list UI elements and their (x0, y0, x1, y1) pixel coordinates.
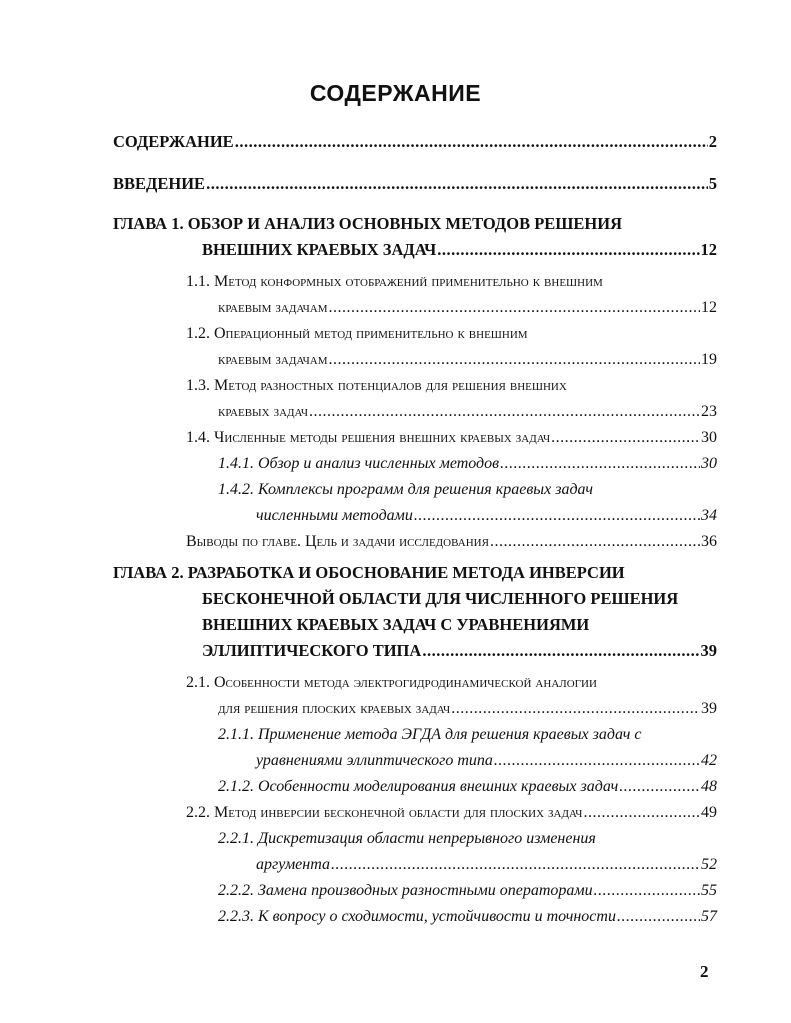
toc-section-1-2-line1[interactable]: 1.2. Операционный метод применительно к внешним (186, 325, 528, 342)
toc-page-number: 5 (708, 174, 717, 193)
toc-page-number: 12 (700, 240, 717, 259)
toc-heading: СОДЕРЖАНИЕ (309, 80, 482, 106)
toc-entry-subsection-2-1-1[interactable] (256, 752, 717, 770)
toc-subsection-2-1-1-line1[interactable]: 2.1.1. Применение метода ЭГДА для решения краевых задач с (218, 726, 642, 743)
toc-leader (329, 351, 700, 369)
toc-subsection-1-4-2-line1[interactable]: 1.4.2. Комплексы программ для решения краевых задач (218, 481, 593, 498)
toc-entry-title: 1.4.1. Обзор и анализ численных методов (218, 455, 500, 472)
toc-entry-title: ВНЕШНИХ КРАЕВЫХ ЗАДАЧ (202, 240, 437, 259)
toc-entry-title: численными методами (256, 507, 413, 524)
toc-entry-title: аргумента (256, 856, 330, 873)
toc-page-number: 2 (708, 132, 717, 151)
toc-leader (617, 908, 700, 926)
toc-entry-section-1-1[interactable] (218, 299, 717, 317)
toc-entry-title: 2.2.3. К вопросу о сходимости, устойчивости и точности (218, 908, 616, 925)
toc-leader (414, 507, 700, 525)
toc-page-number: 30 (701, 455, 717, 472)
toc-page-number: 39 (701, 700, 717, 717)
toc-leader (309, 403, 700, 421)
toc-entry-subsection-2-2-3[interactable] (218, 908, 717, 926)
toc-entry-introduction[interactable] (113, 174, 717, 194)
toc-entry-title: 1.4. Численные методы решения внешних краевых задач (186, 429, 551, 446)
toc-leader (451, 700, 700, 718)
toc-entry-title: 2.1.2. Особенности моделирования внешних краевых задач (218, 778, 619, 795)
toc-leader (437, 240, 699, 260)
toc-page-number: 23 (701, 403, 717, 420)
toc-page-number: 19 (701, 351, 717, 368)
toc-chapter-1-line1[interactable]: ГЛАВА 1. ОБЗОР И АНАЛИЗ ОСНОВНЫХ МЕТОДОВ РЕШЕНИЯ (113, 214, 622, 233)
toc-page-number: 48 (701, 778, 717, 795)
toc-entry-subsection-1-4-1[interactable] (218, 455, 717, 473)
toc-chapter-2-line3[interactable]: ВНЕШНИХ КРАЕВЫХ ЗАДАЧ С УРАВНЕНИЯМИ (202, 615, 590, 634)
toc-entry-section-2-1[interactable] (218, 700, 717, 718)
toc-leader (235, 132, 708, 152)
toc-section-1-1-line1[interactable]: 1.1. Метод конформных отображений применительно к внешним (186, 273, 603, 290)
toc-entry-title: краевых задач (218, 403, 308, 420)
toc-section-2-1-line1[interactable]: 2.1. Особенности метода электрогидродинамической аналогии (186, 674, 597, 691)
toc-entry-title: СОДЕРЖАНИЕ (113, 132, 234, 151)
toc-entry-title: ВВЕДЕНИЕ (113, 174, 206, 193)
toc-entry-subsection-2-2-1[interactable] (256, 856, 717, 874)
page-number: 2 (700, 962, 709, 981)
toc-leader (551, 429, 700, 447)
toc-page-number: 34 (701, 507, 717, 524)
toc-entry-title: 2.2. Метод инверсии бесконечной области для плоских задач (186, 804, 583, 821)
toc-entry-chapter-2[interactable] (202, 641, 717, 661)
toc-leader (619, 778, 700, 796)
toc-leader (494, 752, 700, 770)
toc-leader (490, 533, 700, 551)
toc-entry-section-1-4[interactable] (186, 429, 717, 447)
toc-entry-subsection-2-1-2[interactable] (218, 778, 717, 796)
toc-page-number: 57 (701, 908, 717, 925)
toc-entry-title: для решения плоских краевых задач (218, 700, 451, 717)
toc-entry-title: Выводы по главе. Цель и задачи исследования (186, 533, 489, 550)
toc-page-number: 52 (701, 856, 717, 873)
toc-entry-section-1-2[interactable] (218, 351, 717, 369)
toc-entry-title: ЭЛЛИПТИЧЕСКОГО ТИПА (202, 641, 422, 660)
toc-page-number: 42 (701, 752, 717, 769)
toc-page-number: 55 (701, 882, 717, 899)
toc-entry-conclusions[interactable] (186, 533, 717, 551)
toc-leader (422, 641, 699, 661)
toc-entry-title: уравнениями эллиптического типа (256, 752, 493, 769)
toc-section-1-3-line1[interactable]: 1.3. Метод разностных потенциалов для решения внешних (186, 377, 567, 394)
toc-leader (500, 455, 700, 473)
toc-entry-chapter-1[interactable] (202, 240, 717, 260)
toc-entry-section-1-3[interactable] (218, 403, 717, 421)
toc-entry-section-2-2[interactable] (186, 804, 717, 822)
toc-entry-title: краевым задачам (218, 299, 328, 316)
toc-leader (329, 299, 700, 317)
toc-chapter-2-line2[interactable]: БЕСКОНЕЧНОЙ ОБЛАСТИ ДЛЯ ЧИСЛЕННОГО РЕШЕНИЯ (202, 589, 679, 608)
toc-entry-subsection-1-4-2[interactable] (256, 507, 717, 525)
toc-leader (331, 856, 700, 874)
toc-leader (594, 882, 700, 900)
toc-page-number: 49 (701, 804, 717, 821)
toc-chapter-2-line1[interactable]: ГЛАВА 2. РАЗРАБОТКА И ОБОСНОВАНИЕ МЕТОДА ИНВЕРСИИ (113, 563, 625, 582)
toc-page-number: 12 (701, 299, 717, 316)
toc-entry-title: 2.2.2. Замена производных разностными операторами (218, 882, 593, 899)
toc-leader (206, 174, 708, 194)
toc-page-number: 36 (701, 533, 717, 550)
toc-subsection-2-2-1-line1[interactable]: 2.2.1. Дискретизация области непрерывного изменения (218, 830, 596, 847)
toc-page-number: 30 (701, 429, 717, 446)
toc-entry-contents[interactable] (113, 132, 717, 152)
toc-entry-title: краевым задачам (218, 351, 328, 368)
toc-page-number: 39 (700, 641, 717, 660)
toc-leader (583, 804, 700, 822)
toc-entry-subsection-2-2-2[interactable] (218, 882, 717, 900)
